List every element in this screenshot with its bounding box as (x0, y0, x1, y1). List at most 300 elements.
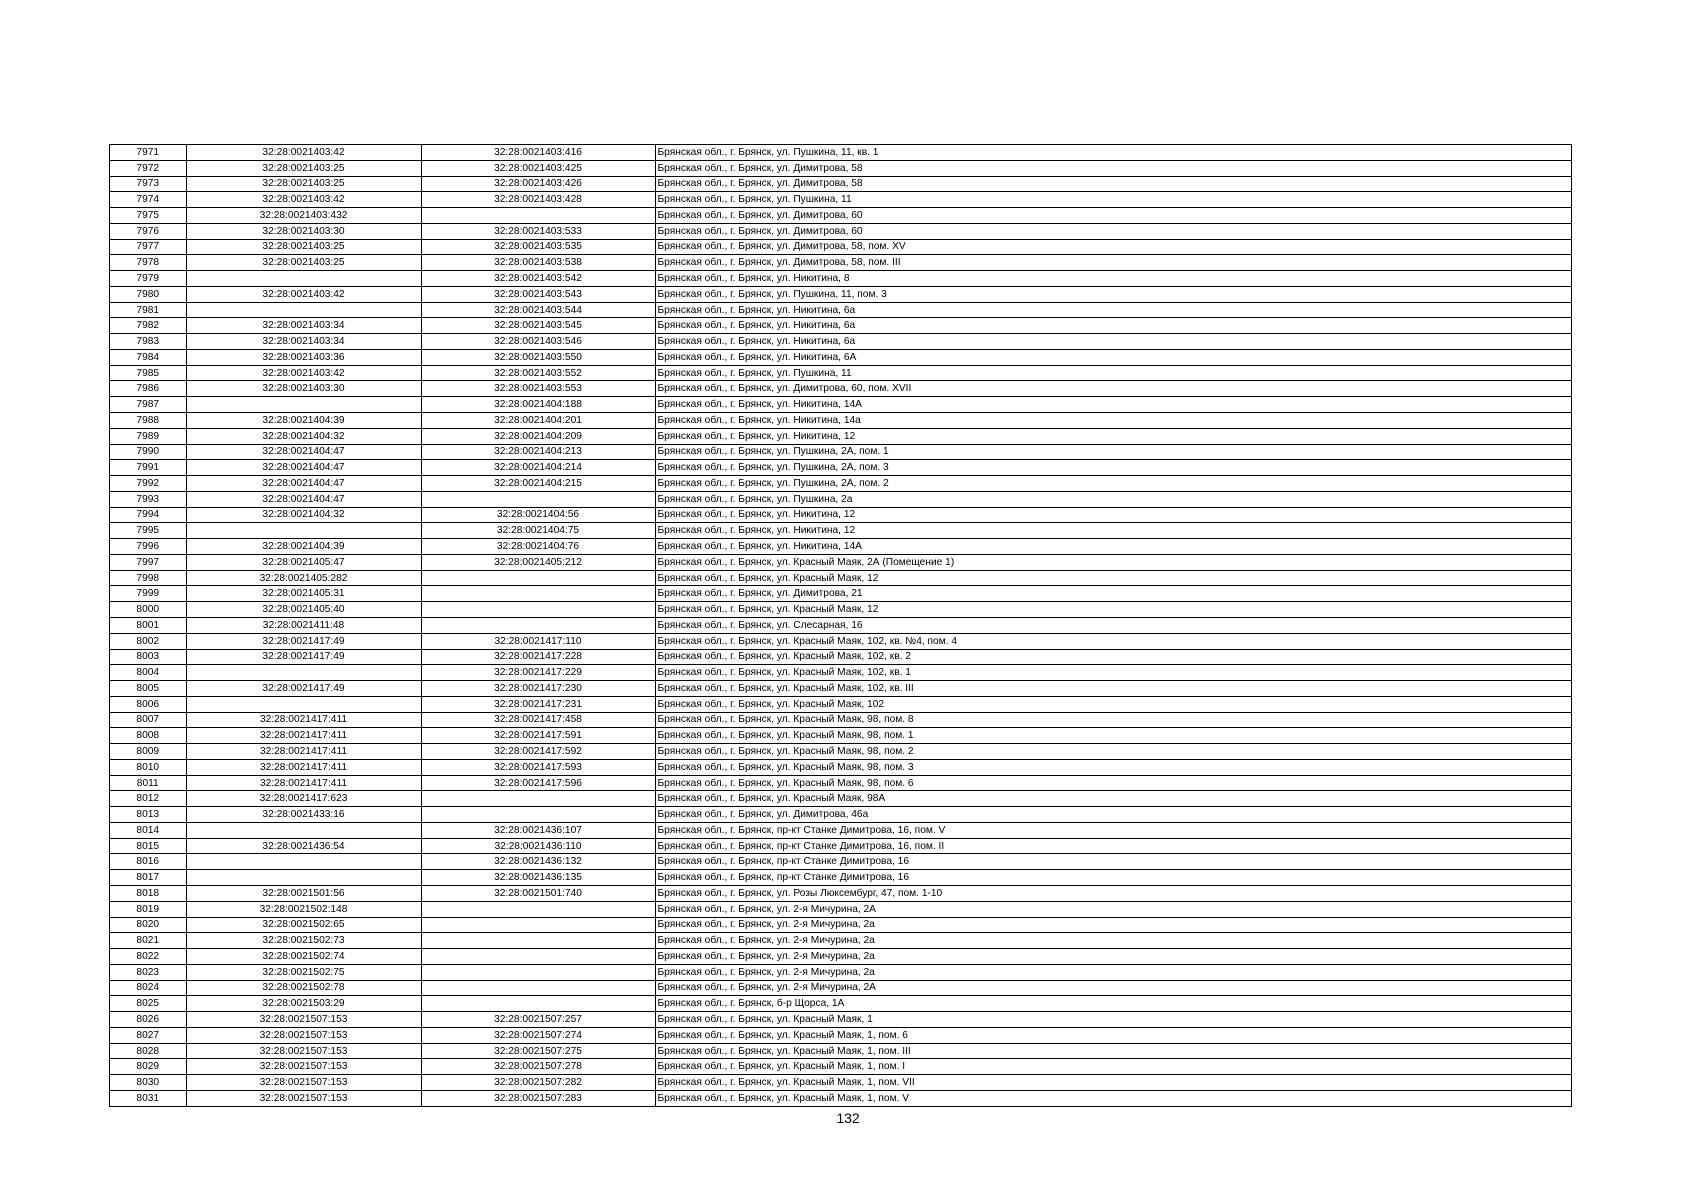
table-row (110, 1075, 1571, 1091)
table-row (110, 681, 1571, 697)
parent-cadastral-number-cell: 32:28:0021403:25 (186, 239, 421, 255)
parent-cadastral-number-cell: 32:28:0021417:411 (186, 712, 421, 728)
table-row (110, 838, 1571, 854)
table-row (110, 759, 1571, 775)
cadastral-number-cell: 32:28:0021403:428 (421, 192, 655, 208)
cadastral-number-cell: 32:28:0021403:545 (421, 318, 655, 334)
parent-cadastral-number-cell: 32:28:0021404:47 (186, 491, 421, 507)
cadastral-number-cell: 32:28:0021417:592 (421, 744, 655, 760)
parent-cadastral-number-cell: 32:28:0021417:411 (186, 775, 421, 791)
row-number-cell: 8005 (110, 681, 186, 697)
address-cell: Брянская обл., г. Брянск, ул. 2-я Мичурина, 2А (655, 980, 1571, 996)
row-number-cell: 7987 (110, 397, 186, 413)
cadastral-number-cell (421, 933, 655, 949)
table-row (110, 917, 1571, 933)
row-number-cell: 7997 (110, 554, 186, 570)
table-row (110, 539, 1571, 555)
table-row (110, 428, 1571, 444)
table-row (110, 602, 1571, 618)
cadastral-number-cell: 32:28:0021436:135 (421, 870, 655, 886)
row-number-cell: 8023 (110, 964, 186, 980)
cadastral-number-cell: 32:28:0021403:425 (421, 160, 655, 176)
table-row (110, 791, 1571, 807)
row-number-cell: 7981 (110, 302, 186, 318)
row-number-cell: 7992 (110, 476, 186, 492)
row-number-cell: 8010 (110, 759, 186, 775)
parent-cadastral-number-cell: 32:28:0021417:49 (186, 633, 421, 649)
table-row (110, 523, 1571, 539)
address-cell: Брянская обл., г. Брянск, ул. Димитрова, 58, пом. XV (655, 239, 1571, 255)
parent-cadastral-number-cell: 32:28:0021403:30 (186, 381, 421, 397)
address-cell: Брянская обл., г. Брянск, ул. Красный Маяк, 98, пом. 1 (655, 728, 1571, 744)
cadastral-number-cell: 32:28:0021403:544 (421, 302, 655, 318)
row-number-cell: 7988 (110, 413, 186, 429)
row-number-cell: 7996 (110, 539, 186, 555)
table-row (110, 807, 1571, 823)
cadastral-number-cell (421, 602, 655, 618)
address-cell: Брянская обл., г. Брянск, ул. Никитина, 12 (655, 428, 1571, 444)
row-number-cell: 7989 (110, 428, 186, 444)
parent-cadastral-number-cell: 32:28:0021403:42 (186, 286, 421, 302)
address-cell: Брянская обл., г. Брянск, ул. Красный Маяк, 102, кв. 1 (655, 665, 1571, 681)
cadastral-number-cell (421, 491, 655, 507)
table-row (110, 365, 1571, 381)
table-row (110, 712, 1571, 728)
address-cell: Брянская обл., г. Брянск, ул. Никитина, 12 (655, 507, 1571, 523)
parent-cadastral-number-cell: 32:28:0021502:75 (186, 964, 421, 980)
row-number-cell: 7986 (110, 381, 186, 397)
row-number-cell: 7972 (110, 160, 186, 176)
address-cell: Брянская обл., г. Брянск, ул. Красный Маяк, 98, пом. 3 (655, 759, 1571, 775)
cadastral-number-cell: 32:28:0021507:274 (421, 1027, 655, 1043)
parent-cadastral-number-cell: 32:28:0021405:47 (186, 554, 421, 570)
row-number-cell: 8006 (110, 696, 186, 712)
cadastral-number-cell: 32:28:0021417:591 (421, 728, 655, 744)
cadastral-number-cell: 32:28:0021507:257 (421, 1012, 655, 1028)
address-cell: Брянская обл., г. Брянск, ул. Димитрова, 60 (655, 223, 1571, 239)
table-row (110, 349, 1571, 365)
table-row (110, 239, 1571, 255)
parent-cadastral-number-cell: 32:28:0021417:411 (186, 759, 421, 775)
address-cell: Брянская обл., г. Брянск, ул. 2-я Мичурина, 2а (655, 933, 1571, 949)
table-row (110, 444, 1571, 460)
table-row (110, 208, 1571, 224)
parent-cadastral-number-cell: 32:28:0021403:432 (186, 208, 421, 224)
cadastral-number-cell: 32:28:0021403:416 (421, 145, 655, 160)
table-row (110, 933, 1571, 949)
cadastral-number-cell: 32:28:0021405:212 (421, 554, 655, 570)
cadastral-number-cell: 32:28:0021436:132 (421, 854, 655, 870)
address-cell: Брянская обл., г. Брянск, ул. Никитина, 14А (655, 397, 1571, 413)
row-number-cell: 7991 (110, 460, 186, 476)
table-row (110, 633, 1571, 649)
address-cell: Брянская обл., г. Брянск, ул. Красный Маяк, 98, пом. 6 (655, 775, 1571, 791)
address-cell: Брянская обл., г. Брянск, ул. Красный Маяк, 98, пом. 8 (655, 712, 1571, 728)
table-row (110, 460, 1571, 476)
row-number-cell: 8018 (110, 885, 186, 901)
row-number-cell: 8024 (110, 980, 186, 996)
parent-cadastral-number-cell: 32:28:0021436:54 (186, 838, 421, 854)
cadastral-number-cell: 32:28:0021417:229 (421, 665, 655, 681)
cadastral-number-cell: 32:28:0021507:278 (421, 1059, 655, 1075)
table-row (110, 176, 1571, 192)
address-cell: Брянская обл., г. Брянск, ул. Димитрова, 58, пом. III (655, 255, 1571, 271)
address-cell: Брянская обл., г. Брянск, ул. Димитрова, 58 (655, 160, 1571, 176)
address-cell: Брянская обл., г. Брянск, ул. Красный Маяк, 12 (655, 602, 1571, 618)
row-number-cell: 7995 (110, 523, 186, 539)
address-cell: Брянская обл., г. Брянск, ул. Никитина, 6а (655, 302, 1571, 318)
table-row (110, 507, 1571, 523)
parent-cadastral-number-cell (186, 271, 421, 287)
cadastral-number-cell: 32:28:0021403:535 (421, 239, 655, 255)
row-number-cell: 8025 (110, 996, 186, 1012)
table-row (110, 334, 1571, 350)
address-cell: Брянская обл., г. Брянск, ул. Красный Маяк, 1, пом. III (655, 1043, 1571, 1059)
table-row (110, 586, 1571, 602)
address-cell: Брянская обл., г. Брянск, ул. Никитина, 14А (655, 539, 1571, 555)
row-number-cell: 8002 (110, 633, 186, 649)
parent-cadastral-number-cell: 32:28:0021502:73 (186, 933, 421, 949)
cadastral-number-cell: 32:28:0021417:593 (421, 759, 655, 775)
parent-cadastral-number-cell: 32:28:0021403:25 (186, 160, 421, 176)
parent-cadastral-number-cell: 32:28:0021507:153 (186, 1043, 421, 1059)
row-number-cell: 7983 (110, 334, 186, 350)
row-number-cell: 7994 (110, 507, 186, 523)
parent-cadastral-number-cell: 32:28:0021403:30 (186, 223, 421, 239)
table-row (110, 413, 1571, 429)
cadastral-number-cell: 32:28:0021417:230 (421, 681, 655, 697)
cadastral-number-cell (421, 901, 655, 917)
table-row (110, 160, 1571, 176)
table-row (110, 476, 1571, 492)
table-row (110, 318, 1571, 334)
table-row (110, 255, 1571, 271)
address-cell: Брянская обл., г. Брянск, ул. 2-я Мичурина, 2а (655, 917, 1571, 933)
page-number: 132 (836, 1110, 860, 1126)
cadastral-number-cell: 32:28:0021417:596 (421, 775, 655, 791)
address-cell: Брянская обл., г. Брянск, ул. Димитрова, 60, пом. XVII (655, 381, 1571, 397)
parent-cadastral-number-cell: 32:28:0021404:47 (186, 476, 421, 492)
parent-cadastral-number-cell: 32:28:0021417:49 (186, 681, 421, 697)
address-cell: Брянская обл., г. Брянск, ул. Красный Маяк, 1, пом. I (655, 1059, 1571, 1075)
parent-cadastral-number-cell: 32:28:0021404:32 (186, 507, 421, 523)
cadastral-number-cell: 32:28:0021436:107 (421, 822, 655, 838)
parent-cadastral-number-cell: 32:28:0021417:411 (186, 744, 421, 760)
table-row (110, 145, 1571, 160)
parent-cadastral-number-cell: 32:28:0021417:49 (186, 649, 421, 665)
row-number-cell: 8019 (110, 901, 186, 917)
address-cell: Брянская обл., г. Брянск, ул. Пушкина, 11, пом. 3 (655, 286, 1571, 302)
parent-cadastral-number-cell: 32:28:0021404:47 (186, 460, 421, 476)
address-cell: Брянская обл., г. Брянск, ул. Никитина, 8 (655, 271, 1571, 287)
parent-cadastral-number-cell (186, 397, 421, 413)
cadastral-number-cell: 32:28:0021404:215 (421, 476, 655, 492)
row-number-cell: 8030 (110, 1075, 186, 1091)
parent-cadastral-number-cell: 32:28:0021417:411 (186, 728, 421, 744)
row-number-cell: 7998 (110, 570, 186, 586)
address-cell: Брянская обл., г. Брянск, ул. 2-я Мичурина, 2а (655, 964, 1571, 980)
cadastral-number-cell (421, 570, 655, 586)
cadastral-number-cell (421, 996, 655, 1012)
cadastral-number-cell: 32:28:0021403:546 (421, 334, 655, 350)
table-row (110, 1027, 1571, 1043)
address-cell: Брянская обл., г. Брянск, пр-кт Станке Димитрова, 16, пом. II (655, 838, 1571, 854)
row-number-cell: 8016 (110, 854, 186, 870)
register-table (109, 144, 1572, 1107)
table-row (110, 381, 1571, 397)
parent-cadastral-number-cell: 32:28:0021404:32 (186, 428, 421, 444)
row-number-cell: 8027 (110, 1027, 186, 1043)
parent-cadastral-number-cell: 32:28:0021405:282 (186, 570, 421, 586)
parent-cadastral-number-cell: 32:28:0021403:42 (186, 192, 421, 208)
table-row (110, 728, 1571, 744)
cadastral-number-cell (421, 964, 655, 980)
parent-cadastral-number-cell (186, 854, 421, 870)
cadastral-number-cell (421, 807, 655, 823)
address-cell: Брянская обл., г. Брянск, ул. Красный Маяк, 1, пом. 6 (655, 1027, 1571, 1043)
cadastral-number-cell (421, 208, 655, 224)
table-row (110, 964, 1571, 980)
address-cell: Брянская обл., г. Брянск, ул. Красный Маяк, 12 (655, 570, 1571, 586)
row-number-cell: 7984 (110, 349, 186, 365)
address-cell: Брянская обл., г. Брянск, ул. Красный Маяк, 98, пом. 2 (655, 744, 1571, 760)
table-body (110, 145, 1571, 1106)
parent-cadastral-number-cell: 32:28:0021507:153 (186, 1075, 421, 1091)
row-number-cell: 8028 (110, 1043, 186, 1059)
address-cell: Брянская обл., г. Брянск, ул. Красный Маяк, 1, пом. VII (655, 1075, 1571, 1091)
table-row (110, 286, 1571, 302)
table-row (110, 649, 1571, 665)
table-row (110, 1012, 1571, 1028)
parent-cadastral-number-cell (186, 665, 421, 681)
parent-cadastral-number-cell: 32:28:0021503:29 (186, 996, 421, 1012)
address-cell: Брянская обл., г. Брянск, ул. Никитина, 12 (655, 523, 1571, 539)
address-cell: Брянская обл., г. Брянск, ул. Красный Маяк, 98А (655, 791, 1571, 807)
cadastral-number-cell: 32:28:0021507:282 (421, 1075, 655, 1091)
cadastral-number-cell: 32:28:0021404:209 (421, 428, 655, 444)
address-cell: Брянская обл., г. Брянск, пр-кт Станке Димитрова, 16, пом. V (655, 822, 1571, 838)
address-cell: Брянская обл., г. Брянск, ул. Никитина, 6а (655, 318, 1571, 334)
address-cell: Брянская обл., г. Брянск, ул. Красный Маяк, 1 (655, 1012, 1571, 1028)
row-number-cell: 7985 (110, 365, 186, 381)
parent-cadastral-number-cell: 32:28:0021403:25 (186, 255, 421, 271)
table-row (110, 491, 1571, 507)
parent-cadastral-number-cell: 32:28:0021502:74 (186, 949, 421, 965)
row-number-cell: 7979 (110, 271, 186, 287)
parent-cadastral-number-cell: 32:28:0021403:25 (186, 176, 421, 192)
cadastral-number-cell: 32:28:0021403:550 (421, 349, 655, 365)
parent-cadastral-number-cell: 32:28:0021405:40 (186, 602, 421, 618)
address-cell: Брянская обл., г. Брянск, ул. Розы Люксембург, 47, пом. 1-10 (655, 885, 1571, 901)
table-row (110, 885, 1571, 901)
cadastral-number-cell: 32:28:0021417:110 (421, 633, 655, 649)
parent-cadastral-number-cell: 32:28:0021403:36 (186, 349, 421, 365)
row-number-cell: 8026 (110, 1012, 186, 1028)
parent-cadastral-number-cell: 32:28:0021507:153 (186, 1059, 421, 1075)
parent-cadastral-number-cell: 32:28:0021502:78 (186, 980, 421, 996)
cadastral-number-cell (421, 980, 655, 996)
parent-cadastral-number-cell: 32:28:0021403:34 (186, 334, 421, 350)
table-row (110, 775, 1571, 791)
table-row (110, 1090, 1571, 1105)
address-cell: Брянская обл., г. Брянск, б-р Щорса, 1А (655, 996, 1571, 1012)
cadastral-number-cell: 32:28:0021403:542 (421, 271, 655, 287)
cadastral-number-cell: 32:28:0021404:214 (421, 460, 655, 476)
table-row (110, 870, 1571, 886)
address-cell: Брянская обл., г. Брянск, ул. Никитина, 14а (655, 413, 1571, 429)
cadastral-number-cell (421, 617, 655, 633)
cadastral-number-cell: 32:28:0021501:740 (421, 885, 655, 901)
address-cell: Брянская обл., г. Брянск, ул. Димитрова, 21 (655, 586, 1571, 602)
row-number-cell: 8001 (110, 617, 186, 633)
address-cell: Брянская обл., г. Брянск, ул. 2-я Мичурина, 2А (655, 901, 1571, 917)
table-row (110, 271, 1571, 287)
parent-cadastral-number-cell: 32:28:0021404:39 (186, 413, 421, 429)
address-cell: Брянская обл., г. Брянск, ул. Пушкина, 2А, пом. 1 (655, 444, 1571, 460)
address-cell: Брянская обл., г. Брянск, ул. Слесарная, 16 (655, 617, 1571, 633)
address-cell: Брянская обл., г. Брянск, ул. Димитрова, 58 (655, 176, 1571, 192)
cadastral-number-cell: 32:28:0021417:228 (421, 649, 655, 665)
row-number-cell: 8015 (110, 838, 186, 854)
row-number-cell: 8022 (110, 949, 186, 965)
cadastral-number-cell: 32:28:0021404:213 (421, 444, 655, 460)
parent-cadastral-number-cell (186, 822, 421, 838)
table-row (110, 665, 1571, 681)
row-number-cell: 8011 (110, 775, 186, 791)
parent-cadastral-number-cell: 32:28:0021411:48 (186, 617, 421, 633)
cadastral-number-cell: 32:28:0021417:458 (421, 712, 655, 728)
parent-cadastral-number-cell: 32:28:0021433:16 (186, 807, 421, 823)
parent-cadastral-number-cell: 32:28:0021403:34 (186, 318, 421, 334)
address-cell: Брянская обл., г. Брянск, ул. Пушкина, 2А, пом. 2 (655, 476, 1571, 492)
address-cell: Брянская обл., г. Брянск, ул. Пушкина, 11 (655, 365, 1571, 381)
cadastral-number-cell: 32:28:0021417:231 (421, 696, 655, 712)
address-cell: Брянская обл., г. Брянск, ул. Пушкина, 2а (655, 491, 1571, 507)
row-number-cell: 7978 (110, 255, 186, 271)
cadastral-number-cell: 32:28:0021403:543 (421, 286, 655, 302)
parent-cadastral-number-cell: 32:28:0021501:56 (186, 885, 421, 901)
row-number-cell: 8012 (110, 791, 186, 807)
table-row (110, 192, 1571, 208)
row-number-cell: 7971 (110, 145, 186, 160)
table-row (110, 744, 1571, 760)
cadastral-number-cell: 32:28:0021507:275 (421, 1043, 655, 1059)
parent-cadastral-number-cell: 32:28:0021404:39 (186, 539, 421, 555)
table-row (110, 223, 1571, 239)
parent-cadastral-number-cell (186, 696, 421, 712)
cadastral-number-cell: 32:28:0021403:552 (421, 365, 655, 381)
table-row (110, 996, 1571, 1012)
parent-cadastral-number-cell: 32:28:0021405:31 (186, 586, 421, 602)
cadastral-number-cell (421, 917, 655, 933)
cadastral-number-cell: 32:28:0021403:538 (421, 255, 655, 271)
address-cell: Брянская обл., г. Брянск, ул. Никитина, 6а (655, 334, 1571, 350)
table-row (110, 617, 1571, 633)
table-row (110, 854, 1571, 870)
parent-cadastral-number-cell (186, 870, 421, 886)
row-number-cell: 8004 (110, 665, 186, 681)
row-number-cell: 8008 (110, 728, 186, 744)
table-row (110, 822, 1571, 838)
parent-cadastral-number-cell: 32:28:0021417:623 (186, 791, 421, 807)
address-cell: Брянская обл., г. Брянск, ул. Красный Маяк, 102, кв. 2 (655, 649, 1571, 665)
address-cell: Брянская обл., г. Брянск, ул. Никитина, 6А (655, 349, 1571, 365)
parent-cadastral-number-cell: 32:28:0021502:148 (186, 901, 421, 917)
row-number-cell: 8013 (110, 807, 186, 823)
table-row (110, 554, 1571, 570)
address-cell: Брянская обл., г. Брянск, ул. Красный Маяк, 102, кв. III (655, 681, 1571, 697)
row-number-cell: 8003 (110, 649, 186, 665)
row-number-cell: 7999 (110, 586, 186, 602)
address-cell: Брянская обл., г. Брянск, пр-кт Станке Димитрова, 16 (655, 854, 1571, 870)
address-cell: Брянская обл., г. Брянск, ул. Красный Маяк, 102, кв. №4, пом. 4 (655, 633, 1571, 649)
parent-cadastral-number-cell: 32:28:0021507:153 (186, 1090, 421, 1105)
parent-cadastral-number-cell (186, 302, 421, 318)
table-row (110, 901, 1571, 917)
cadastral-number-cell: 32:28:0021404:201 (421, 413, 655, 429)
cadastral-number-cell (421, 791, 655, 807)
cadastral-number-cell: 32:28:0021403:426 (421, 176, 655, 192)
cadastral-number-cell: 32:28:0021404:188 (421, 397, 655, 413)
table-row (110, 980, 1571, 996)
address-cell: Брянская обл., г. Брянск, ул. Пушкина, 2А, пом. 3 (655, 460, 1571, 476)
cadastral-number-cell: 32:28:0021403:553 (421, 381, 655, 397)
cadastral-number-cell: 32:28:0021507:283 (421, 1090, 655, 1105)
row-number-cell: 8009 (110, 744, 186, 760)
row-number-cell: 7982 (110, 318, 186, 334)
row-number-cell: 8021 (110, 933, 186, 949)
row-number-cell: 8007 (110, 712, 186, 728)
table-row (110, 949, 1571, 965)
cadastral-number-cell (421, 586, 655, 602)
row-number-cell: 8014 (110, 822, 186, 838)
address-cell: Брянская обл., г. Брянск, ул. Красный Маяк, 2А (Помещение 1) (655, 554, 1571, 570)
parent-cadastral-number-cell: 32:28:0021404:47 (186, 444, 421, 460)
table-row (110, 302, 1571, 318)
row-number-cell: 8020 (110, 917, 186, 933)
row-number-cell: 7977 (110, 239, 186, 255)
row-number-cell: 8017 (110, 870, 186, 886)
address-cell: Брянская обл., г. Брянск, ул. Красный Маяк, 1, пом. V (657, 1092, 910, 1104)
address-cell: Брянская обл., г. Брянск, ул. Димитрова, 60 (655, 208, 1571, 224)
cadastral-number-cell: 32:28:0021404:75 (421, 523, 655, 539)
parent-cadastral-number-cell: 32:28:0021502:65 (186, 917, 421, 933)
cadastral-number-cell: 32:28:0021403:533 (421, 223, 655, 239)
address-cell: Брянская обл., г. Брянск, ул. 2-я Мичурина, 2а (655, 949, 1571, 965)
table-row (110, 397, 1571, 413)
address-cell: Брянская обл., г. Брянск, ул. Димитрова, 46а (655, 807, 1571, 823)
cadastral-number-cell: 32:28:0021404:76 (421, 539, 655, 555)
row-number-cell: 7974 (110, 192, 186, 208)
address-cell: Брянская обл., г. Брянск, пр-кт Станке Димитрова, 16 (655, 870, 1571, 886)
parent-cadastral-number-cell: 32:28:0021507:153 (186, 1027, 421, 1043)
address-cell: Брянская обл., г. Брянск, ул. Красный Маяк, 102 (655, 696, 1571, 712)
parent-cadastral-number-cell: 32:28:0021507:153 (186, 1012, 421, 1028)
row-number-cell: 7973 (110, 176, 186, 192)
table-row (110, 1059, 1571, 1075)
row-number-cell: 7993 (110, 491, 186, 507)
row-number-cell: 8031 (110, 1090, 186, 1105)
table-row (110, 1043, 1571, 1059)
cadastral-number-cell (421, 949, 655, 965)
row-number-cell: 7990 (110, 444, 186, 460)
row-number-cell: 8029 (110, 1059, 186, 1075)
row-number-cell: 7976 (110, 223, 186, 239)
table-row (110, 696, 1571, 712)
parent-cadastral-number-cell: 32:28:0021403:42 (186, 145, 421, 160)
address-cell: Брянская обл., г. Брянск, ул. Пушкина, 11, кв. 1 (655, 145, 1571, 160)
cadastral-number-cell: 32:28:0021404:56 (421, 507, 655, 523)
